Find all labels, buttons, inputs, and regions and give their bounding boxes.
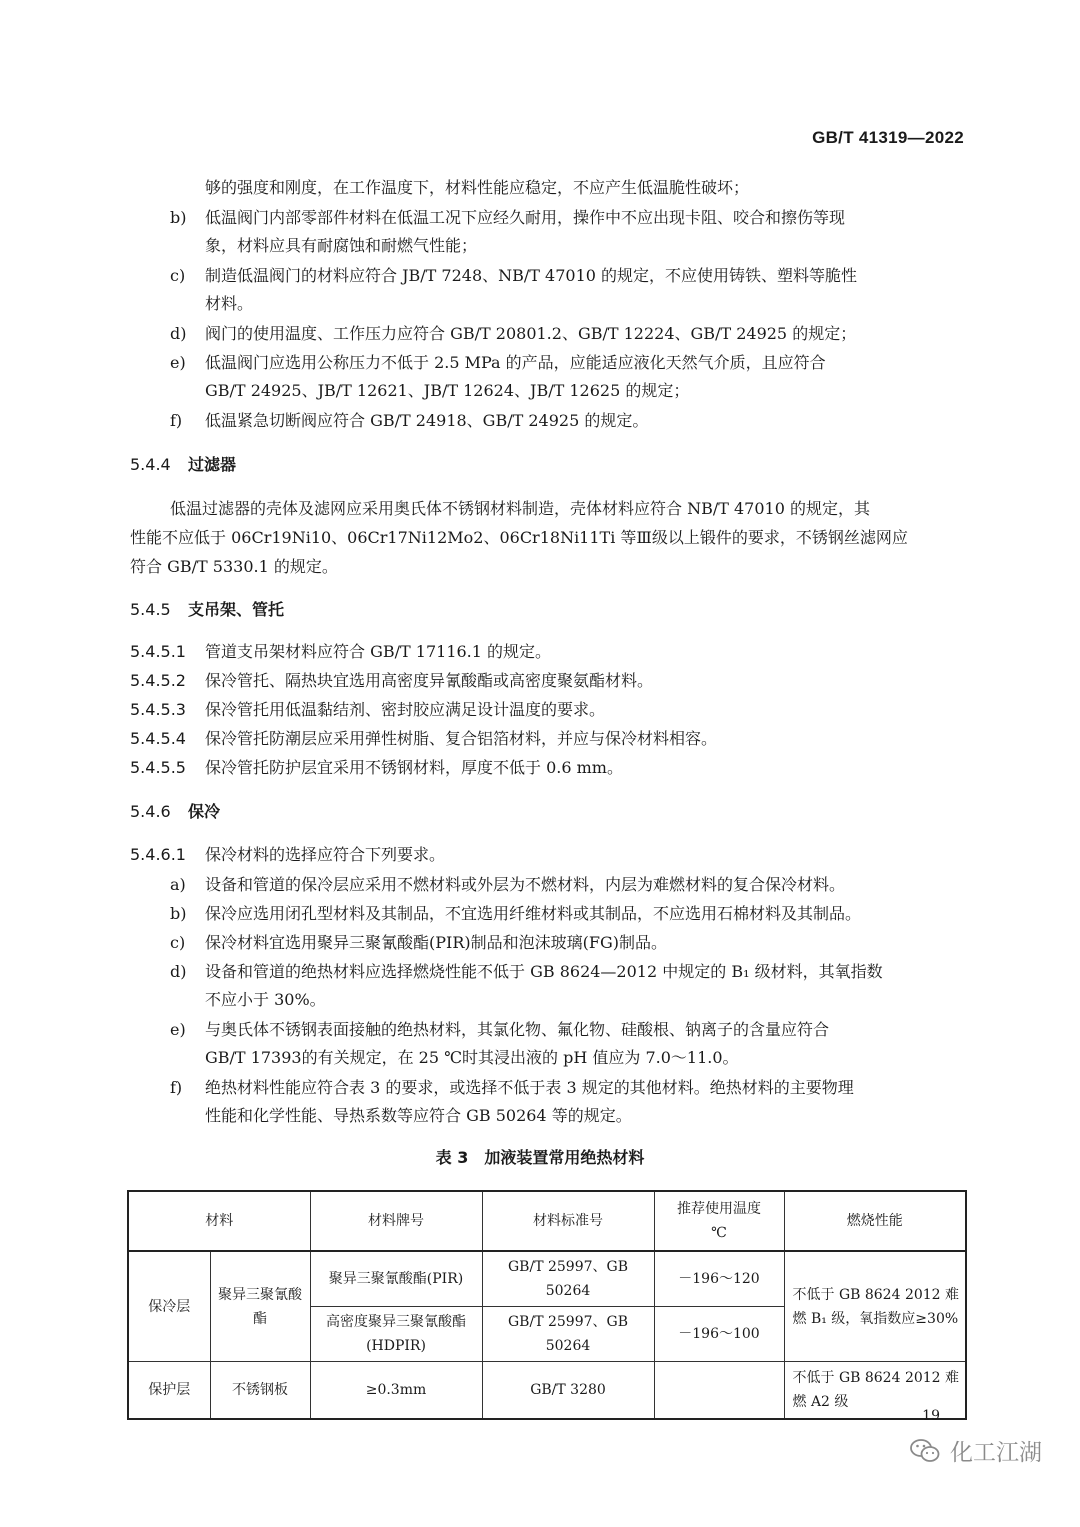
table-caption bbox=[0, 1145, 1080, 1168]
wechat-icon bbox=[910, 1438, 940, 1464]
cell-cold-layer: 保冷层 bbox=[128, 1251, 210, 1362]
cell-cold-combustion: 不低于 GB 8624 2012 难燃 B₁ 级，氧指数应≥30% bbox=[784, 1251, 966, 1362]
section-number: 5.4.6 bbox=[130, 802, 171, 821]
item-line: GB/T 17393的有关规定，在 25 ℃时其浸出液的 pH 值应为 7.0～11.0。 bbox=[205, 1048, 739, 1067]
header-temperature-unit: ℃ bbox=[711, 1225, 727, 1241]
item-line: 与奥氏体不锈钢表面接触的绝热材料，其氯化物、氟化物、硅酸根、钠离子的含量应符合 bbox=[205, 1020, 830, 1039]
insulation-materials-table bbox=[127, 1190, 967, 1420]
item-label: d) bbox=[170, 324, 187, 343]
cell-steel-standard: GB/T 3280 bbox=[482, 1362, 654, 1420]
table-caption-title: 加液装置常用绝热材料 bbox=[484, 1148, 645, 1167]
paragraph-line: 性能不应低于 06Cr19Ni10、06Cr17Ni12Mo2、06Cr18Ni11Ti 等Ⅲ级以上锻件的要求，不锈钢丝滤网应 bbox=[130, 528, 908, 547]
item-line: 保冷应选用闭孔型材料及其制品，不宜选用纤维材料或其制品，不应选用石棉材料及其制品。 bbox=[205, 904, 862, 923]
cell-pir-material: 聚异三聚氰酸酯 bbox=[210, 1251, 310, 1362]
clause-number: 5.4.5.5 bbox=[130, 758, 186, 777]
item-line: 低温紧急切断阀应符合 GB/T 24918、GB/T 24925 的规定。 bbox=[205, 411, 649, 430]
clause-5452 bbox=[130, 667, 653, 695]
item-line: 不应小于 30%。 bbox=[205, 990, 326, 1009]
clause-number: 5.4.5.4 bbox=[130, 729, 186, 748]
section-title: 过滤器 bbox=[188, 455, 237, 474]
cell-pir-grade: 聚异三聚氰酸酯(PIR) bbox=[310, 1251, 482, 1307]
item-line: 性能和化学性能、导热系数等应符合 GB 50264 等的规定。 bbox=[205, 1106, 632, 1125]
cell-hdpir-temp: －196～100 bbox=[654, 1307, 784, 1362]
clause-text: 保冷管托、隔热块宜选用高密度异氰酸酯或高密度聚氨酯材料。 bbox=[205, 671, 654, 690]
watermark bbox=[910, 1434, 1042, 1467]
item-label: c) bbox=[170, 933, 186, 952]
section-number: 5.4.5 bbox=[130, 600, 171, 619]
cell-hdpir-grade: 高密度聚异三聚氰酸酯(HDPIR) bbox=[310, 1307, 482, 1362]
table-row bbox=[128, 1251, 966, 1307]
clause-5451 bbox=[130, 638, 551, 666]
clause-number: 5.4.5.1 bbox=[130, 642, 186, 661]
item-label: b) bbox=[170, 904, 187, 923]
section-title: 保冷 bbox=[188, 802, 221, 821]
clause-text: 保冷管托防护层宜采用不锈钢材料，厚度不低于 0.6 mm。 bbox=[205, 758, 623, 777]
header-standard: 材料标准号 bbox=[482, 1191, 654, 1251]
item-label: f) bbox=[170, 1078, 183, 1097]
item-line: 保冷材料宜选用聚异三聚氰酸酯(PIR)制品和泡沫玻璃(FG)制品。 bbox=[205, 933, 667, 952]
clause-number: 5.4.6.1 bbox=[130, 845, 186, 864]
table-caption-label: 表 3 bbox=[435, 1148, 469, 1167]
item-line: 阀门的使用温度、工作压力应符合 GB/T 20801.2、GB/T 12224、GB/T 24925 的规定； bbox=[205, 324, 857, 343]
item-label: e) bbox=[170, 1020, 186, 1039]
clause-5461 bbox=[130, 841, 445, 869]
item-line: GB/T 24925、JB/T 12621、JB/T 12624、JB/T 12625 的规定； bbox=[205, 381, 690, 400]
item-line: 低温阀门应选用公称压力不低于 2.5 MPa 的产品，应能适应液化天然气介质，且应符合 bbox=[205, 353, 826, 372]
item-label: b) bbox=[170, 208, 187, 227]
item-line: 绝热材料性能应符合表 3 的要求，或选择不低于表 3 规定的其他材料。绝热材料的主要物理 bbox=[205, 1078, 854, 1097]
clause-number: 5.4.5.2 bbox=[130, 671, 186, 690]
clause-5455 bbox=[130, 754, 623, 782]
cell-steel-temp bbox=[654, 1362, 784, 1420]
cell-steel-material: 不锈钢板 bbox=[210, 1362, 310, 1420]
table-row bbox=[128, 1362, 966, 1420]
section-heading-546 bbox=[130, 798, 220, 826]
paragraph-line: 低温过滤器的壳体及滤网应采用奥氏体不锈钢材料制造，壳体材料应符合 NB/T 47010 的规定，其 bbox=[170, 499, 870, 518]
table-header-row bbox=[128, 1191, 966, 1251]
cell-steel-grade: ≥0.3mm bbox=[310, 1362, 482, 1420]
header-combustion: 燃烧性能 bbox=[784, 1191, 966, 1251]
cell-pir-standard: GB/T 25997、GB 50264 bbox=[482, 1251, 654, 1307]
section-number: 5.4.4 bbox=[130, 455, 171, 474]
page-number: 19 bbox=[922, 1408, 940, 1424]
header-material: 材料 bbox=[128, 1191, 310, 1251]
header-temperature-label: 推荐使用温度 bbox=[677, 1201, 761, 1217]
continued-line: 够的强度和刚度，在工作温度下，材料性能应稳定，不应产生低温脆性破坏； bbox=[205, 178, 750, 197]
cell-steel-combustion: 不低于 GB 8624 2012 难燃 A2 级 bbox=[784, 1362, 966, 1420]
clause-text: 保冷材料的选择应符合下列要求。 bbox=[205, 845, 446, 864]
clause-number: 5.4.5.3 bbox=[130, 700, 186, 719]
section-title: 支吊架、管托 bbox=[188, 600, 285, 619]
paragraph-line: 符合 GB/T 5330.1 的规定。 bbox=[130, 557, 338, 576]
item-line: 设备和管道的保冷层应采用不燃材料或外层为不燃材料，内层为难燃材料的复合保冷材料。 bbox=[205, 875, 846, 894]
item-line: 低温阀门内部零部件材料在低温工况下应经久耐用，操作中不应出现卡阻、咬合和擦伤等现 bbox=[205, 208, 846, 227]
item-line: 制造低温阀门的材料应符合 JB/T 7248、NB/T 47010 的规定，不应使用铸铁、塑料等脆性 bbox=[205, 266, 858, 285]
item-line: 设备和管道的绝热材料应选择燃烧性能不低于 GB 8624—2012 中规定的 B₁ 级材料，其氧指数 bbox=[205, 962, 883, 981]
clause-text: 保冷管托用低温黏结剂、密封胶应满足设计温度的要求。 bbox=[205, 700, 606, 719]
watermark-text: 化工江湖 bbox=[950, 1440, 1042, 1466]
clause-text: 保冷管托防潮层应采用弹性树脂、复合铝箔材料，并应与保冷材料相容。 bbox=[205, 729, 718, 748]
section-heading-545 bbox=[130, 596, 284, 624]
section-heading-544 bbox=[130, 451, 236, 479]
cell-hdpir-standard: GB/T 25997、GB 50264 bbox=[482, 1307, 654, 1362]
header-temperature bbox=[654, 1191, 784, 1251]
cell-protect-layer: 保护层 bbox=[128, 1362, 210, 1420]
clause-5453 bbox=[130, 696, 605, 724]
item-label: c) bbox=[170, 266, 186, 285]
item-label: d) bbox=[170, 962, 187, 981]
cell-pir-temp: －196～120 bbox=[654, 1251, 784, 1307]
item-label: e) bbox=[170, 353, 186, 372]
document-code: GB/T 41319—2022 bbox=[812, 128, 964, 147]
item-label: f) bbox=[170, 411, 183, 430]
item-line: 象，材料应具有耐腐蚀和耐燃气性能； bbox=[205, 236, 478, 255]
item-label: a) bbox=[170, 875, 186, 894]
clause-text: 管道支吊架材料应符合 GB/T 17116.1 的规定。 bbox=[205, 642, 552, 661]
item-line: 材料。 bbox=[205, 294, 254, 313]
clause-5454 bbox=[130, 725, 717, 753]
header-grade: 材料牌号 bbox=[310, 1191, 482, 1251]
